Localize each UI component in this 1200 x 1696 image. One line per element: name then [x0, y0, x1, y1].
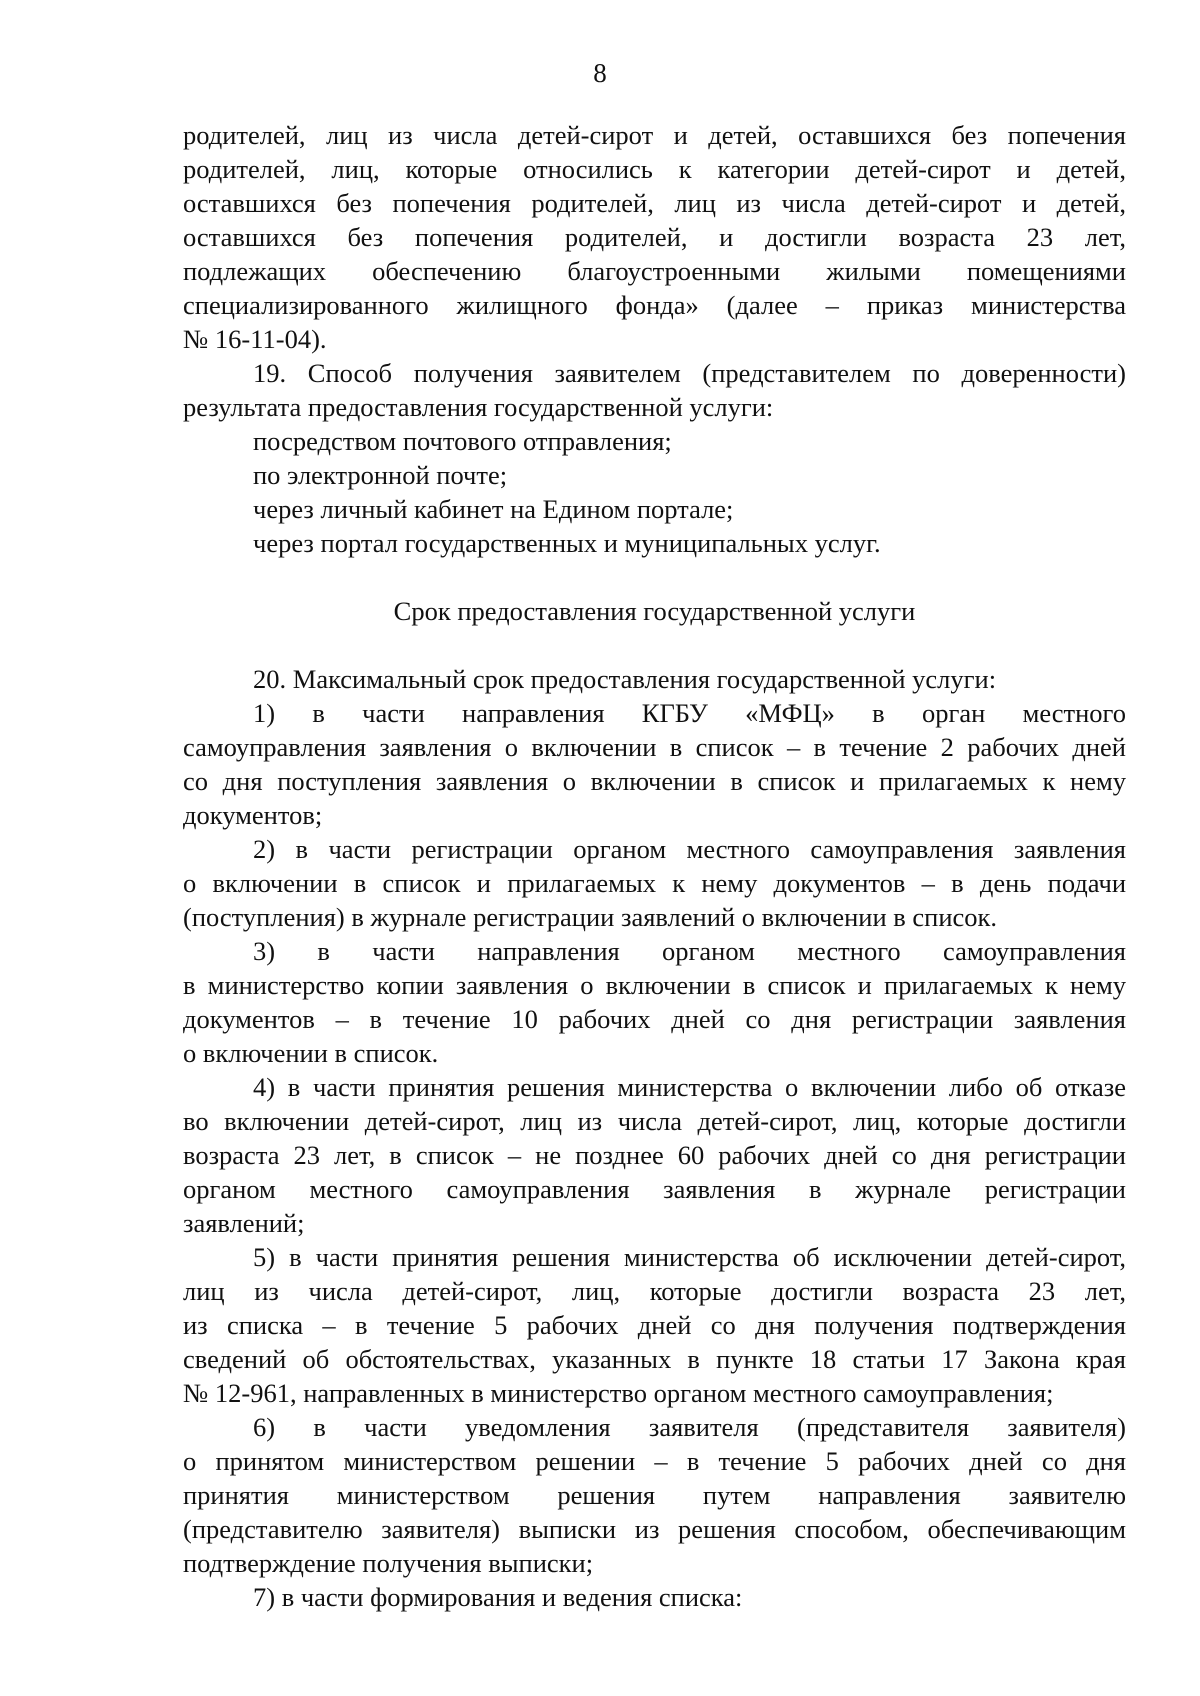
list-item: по электронной почте;: [253, 460, 508, 490]
text-line: из списка – в течение 5 рабочих дней со дня получения подтверждения: [183, 1310, 1126, 1340]
text-line: со дня поступления заявления о включении в список и прилагаемых к нему: [183, 766, 1126, 796]
text-line: документов – в течение 10 рабочих дней со дня регистрации заявления: [183, 1004, 1126, 1034]
list-item: через портал государственных и муниципальных услуг.: [253, 528, 881, 558]
paragraph-19: [183, 356, 1126, 424]
text-line: 1) в части направления КГБУ «МФЦ» в орган местного: [253, 698, 1126, 728]
text-line: заявлений;: [183, 1208, 305, 1238]
text-line: лиц из числа детей-сирот, лиц, которые достигли возраста 23 лет,: [183, 1276, 1126, 1306]
list-item: посредством почтового отправления;: [253, 426, 672, 456]
text-line: № 12-961, направленных в министерство органом местного самоуправления;: [183, 1378, 1054, 1408]
subitem-3: [183, 934, 1126, 1070]
text-line: о включении в список и прилагаемых к нему документов – в день подачи: [183, 868, 1126, 898]
text-line: 3) в части направления органом местного самоуправления: [253, 936, 1126, 966]
text-line: 19. Способ получения заявителем (представителем по доверенности): [253, 358, 1126, 388]
text-line: принятия министерством решения путем направления заявителю: [183, 1480, 1126, 1510]
text-line: сведений об обстоятельствах, указанных в пункте 18 статьи 17 Закона края: [183, 1344, 1126, 1374]
text-line: самоуправления заявления о включении в список – в течение 2 рабочих дней: [183, 732, 1126, 762]
text-line: 2) в части регистрации органом местного самоуправления заявления: [253, 834, 1126, 864]
text-line: о включении в список.: [183, 1038, 439, 1068]
text-line: подтверждение получения выписки;: [183, 1548, 594, 1578]
text-line: в министерство копии заявления о включении в список и прилагаемых к нему: [183, 970, 1126, 1000]
subitem-1: [183, 696, 1126, 832]
text-line: специализированного жилищного фонда» (далее – приказ министерства: [183, 290, 1126, 320]
methods-list: [183, 424, 1126, 560]
subitem-2: [183, 832, 1126, 934]
text-line: родителей, лиц, которые относились к категории детей-сирот и детей,: [183, 154, 1126, 184]
text-line: подлежащих обеспечению благоустроенными жилыми помещениями: [183, 256, 1126, 286]
section-heading: Срок предоставления государственной услуги: [393, 596, 916, 626]
text-line: 5) в части принятия решения министерства об исключении детей-сирот,: [253, 1242, 1126, 1272]
text-line: во включении детей-сирот, лиц из числа детей-сирот, лиц, которые достигли: [183, 1106, 1126, 1136]
subitem-5: [183, 1240, 1126, 1410]
text-line: документов;: [183, 800, 323, 830]
text-line: 6) в части уведомления заявителя (представителя заявителя): [253, 1412, 1126, 1442]
text-line: оставшихся без попечения родителей, и достигли возраста 23 лет,: [183, 222, 1126, 252]
text-line: органом местного самоуправления заявления в журнале регистрации: [183, 1174, 1126, 1204]
subitem-7: [183, 1580, 1126, 1614]
text-line: (представителю заявителя) выписки из решения способом, обеспечивающим: [183, 1514, 1126, 1544]
paragraph-continuation: [183, 118, 1126, 356]
page-number: 8: [593, 58, 607, 88]
text-line: 7) в части формирования и ведения списка:: [253, 1582, 743, 1612]
paragraph-20: [183, 662, 1126, 696]
text-line: возраста 23 лет, в список – не позднее 60 рабочих дней со дня регистрации: [183, 1140, 1126, 1170]
text-line: родителей, лиц из числа детей-сирот и детей, оставшихся без попечения: [183, 120, 1126, 150]
text-line: № 16-11-04).: [183, 324, 327, 354]
document-body: [183, 118, 1126, 1614]
subitem-6: [183, 1410, 1126, 1580]
list-item: через личный кабинет на Едином портале;: [253, 494, 734, 524]
text-line: 20. Максимальный срок предоставления государственной услуги:: [253, 664, 997, 694]
text-line: 4) в части принятия решения министерства о включении либо об отказе: [253, 1072, 1126, 1102]
text-line: результата предоставления государственной услуги:: [183, 392, 774, 422]
text-line: оставшихся без попечения родителей, лиц из числа детей-сирот и детей,: [183, 188, 1126, 218]
text-line: о принятом министерством решении – в течение 5 рабочих дней со дня: [183, 1446, 1126, 1476]
text-line: (поступления) в журнале регистрации заявлений о включении в список.: [183, 902, 998, 932]
subitem-4: [183, 1070, 1126, 1240]
